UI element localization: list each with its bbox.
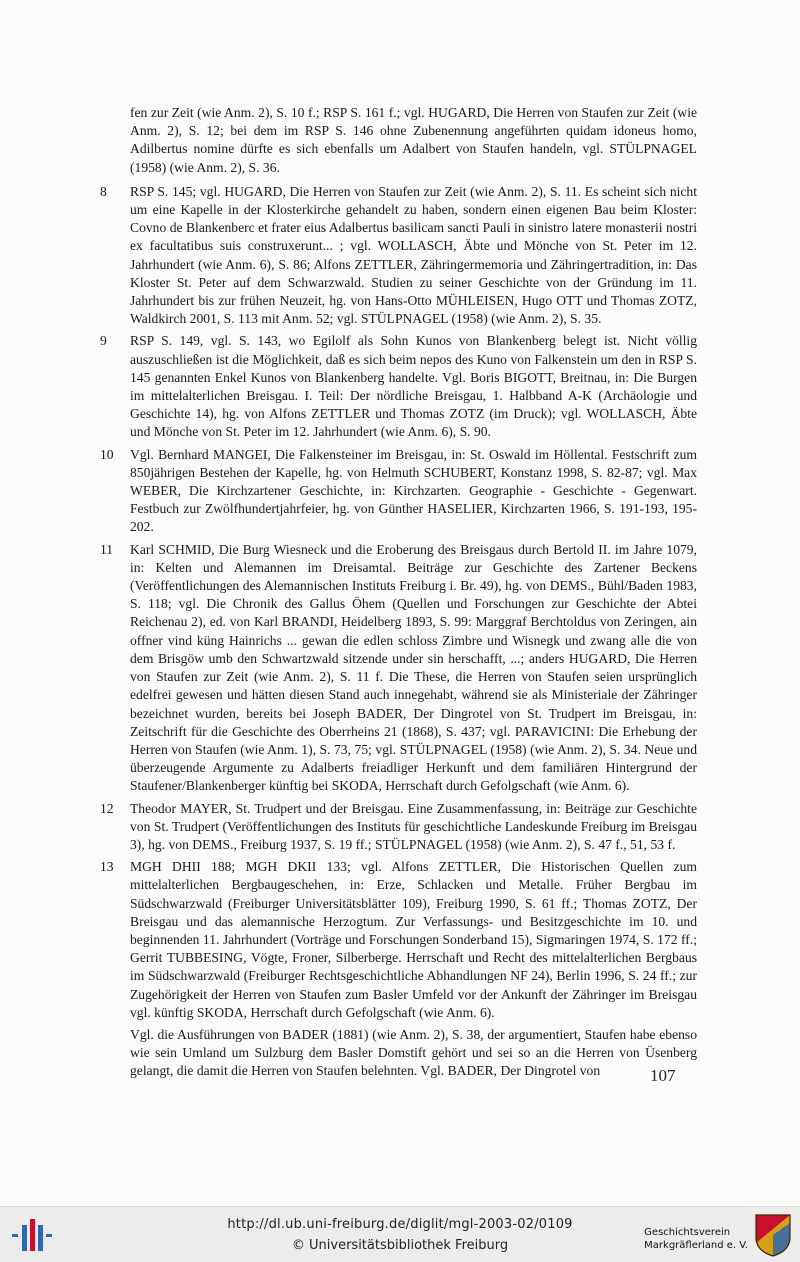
footnote-text: RSP S. 145; vgl. HUGARD, Die Herren von Staufen zur Zeit (wie Anm. 2), S. 11. Es scheint sich nicht um eine Kapelle in der Klosterkirche gehandelt zu haben, sondern einen eigenen Bau beim Kloster: Covno de Blankenberc et frater eius Adalbertus basilicam sancti Pauli in sinistro latere monasterii nostri ex facultatibus suis construxerunt... ; vgl. WOLLASCH, Äbte und Mönche von St. Peter im 12. Jahrhundert (wie Anm. 6), S. 86; Alfons ZETTLER, Zähringermemoria und Zähringertradition, in: Das Kloster St. Peter auf dem Schwarzwald. Studien zu seiner Geschichte von der Gründung im 11. Jahrhundert bis zur frühen Neuzeit, hg. von Hans-Otto MÜHLEISEN, Hugo OTT und Thomas ZOTZ, Waldkirch 2001, S. 113 mit Anm. 52; vgl. STÜLPNAGEL (1958) (wie Anm. 2), S. 35. [130, 183, 697, 327]
footnote-number: 8 [100, 183, 107, 199]
footnote-12 [100, 800, 697, 855]
org-name-line2: Markgräflerland e. V. [644, 1240, 748, 1251]
footer-bar [0, 1206, 800, 1262]
coat-of-arms-icon [754, 1213, 792, 1257]
footnote-13-continuation: Vgl. die Ausführungen von BADER (1881) (wie Anm. 2), S. 38, der argumentiert, Staufen habe ebenso wie sein Umland um Sulzburg dem Basler Domstift gehört und sei so an die Herren von Üsenberg gelangt, die damit die Herren von Staufen belehnten. Vgl. BADER, Der Dingrotel von [130, 1026, 697, 1079]
footnote-text: Karl SCHMID, Die Burg Wiesneck und die Eroberung des Breisgaus durch Bertold II. im Jahre 1079, in: Kelten und Alemannen im Dreisamtal. Beiträge zur Geschichte des Zartener Beckens (Veröffentlichungen des Alemannischen Instituts Freiburg i. Br. 49), hg. von DEMS., Bühl/Baden 1983, S. 118; vgl. Die Chronik des Gallus Öhem (Quellen und Forschungen zur Geschichte der Abtei Reichenau 2), ed. von Karl BRANDI, Heidelberg 1893, S. 99: Marggraf Berchtoldus von Zeringen, ain offner vind küng Hainrichs ... gewan die edlen schloss Zimbre und Wisnegk und zwang alle die von dem Brisgöw umb den Schwartzwald sitzende under sin herschafft, ...; anders HUGARD, Die Herren von Staufen zur Zeit (wie Anm. 2), S. 11 f. Die These, die Herren von Staufen seien ursprünglich edelfrei gewesen und hätten diesen Stand auch innegehabt, während sie als Ministeriale der Zähringer bezeichnet wurden, bereits bei Joseph BADER, Der Dingrotel von St. Trudpert im Breisgau, in: Zeitschrift für die Geschichte des Oberrheins 21 (1868), S. 437; vgl. PARAVICINI: Die Erhebung der Herren von Staufen (wie Anm. 1), S. 73, 75; vgl. STÜLPNAGEL (1958) (wie Anm. 2), S. 34. Neue und überzeugende Argumente zu Adalberts freiadliger Herkunft und dem familiären Hintergrund der Staufener/Blankenberger künftig bei SKODA, Herrschaft durch Gefolgschaft (wie Anm. 6). [130, 541, 697, 794]
footnote-number: 11 [100, 541, 114, 557]
footnote-text: Vgl. Bernhard MANGEI, Die Falkensteiner im Breisgau, in: St. Oswald im Höllental. Festschrift zum 850jährigen Bestehen der Kapelle, hg. von Helmuth SCHUBERT, Konstanz 1998, S. 82-87; vgl. Max WEBER, Die Kirchzartener Geschichte, in: Kirchzarten. Geographie - Geschichte - Gegenwart. Festbuch zur Zwölfhundertjahrfeier, hg. von Günther HASELIER, Kirchzarten 1966, S. 191-193, 195-202. [130, 446, 697, 535]
page-number: 107 [650, 1066, 676, 1085]
footnote-text: RSP S. 149, vgl. S. 143, wo Egilolf als Sohn Kunos von Blankenberg belegt ist. Nicht völlig auszuschließen ist die Möglichkeit, daß es sich beim nepos des Kuno von Falkenstein um den in RSP S. 145 genannten Enkel Kunos von Blankenberg handelte. Vgl. Boris BIGOTT, Breitnau, in: Die Burgen im mittelalterlichen Breisgau. I. Teil: Der nördliche Breisgau, 1. Halbband A-K (Archäologie und Geschichte 14), hg. von Alfons ZETTLER und Thomas ZOTZ (im Druck); vgl. WOLLASCH, Äbte und Mönche von St. Peter im 12. Jahrhundert (wie Anm. 6), S. 90. [130, 333, 697, 440]
footer-copyright: © Universitätsbibliothek Freiburg [291, 1238, 509, 1253]
footnote-9 [100, 332, 697, 441]
footnote-number: 12 [100, 800, 114, 816]
footnote-10 [100, 446, 697, 537]
footnote-13 [100, 858, 697, 1022]
footnote-number: 9 [100, 333, 107, 349]
org-name-line1: Geschichtsverein [644, 1227, 731, 1238]
footer-organization [644, 1226, 748, 1252]
footnote-11 [100, 541, 697, 796]
footnote-text: MGH DHII 188; MGH DKII 133; vgl. Alfons ZETTLER, Die Historischen Quellen zum mittelalterlichen Bergbaugeschehen, in: Erze, Schlacken und Metalle. Früher Bergbau im Südschwarzwald (Freiburger Universitätsblätter 109), Freiburg 1990, S. 61 ff.; Thomas ZOTZ, Der Breisgau und das alemannische Herzogtum. Zur Verfassungs- und Besitzgeschichte im 10. und beginnenden 11. Jahrhundert (Vorträge und Forschungen Sonderband 15), Sigmaringen 1974, S. 172 ff.; Gerrit TUBBESING, Vögte, Froner, Silberberge. Herrschaft und Recht des mittelalterlichen Bergbaus im Südschwarzwald (Freiburger Rechtsgeschichtliche Abhandlungen NF 24), Berlin 1996, S. 24 ff.; zur Zugehörigkeit der Herren von Staufen zum Basler Umfeld vor der Ankunft der Zähringer im Breisgau vgl. künftig SKODA, Herrschaft durch Gefolgschaft (wie Anm. 6). [130, 859, 697, 1020]
footnotes [100, 104, 697, 1081]
footnote-number: 10 [100, 446, 114, 462]
footnote-continuation-top: fen zur Zeit (wie Anm. 2), S. 10 f.; RSP S. 161 f.; vgl. HUGARD, Die Herren von Staufen zur Zeit (wie Anm. 2), S. 12; bei dem im RSP S. 146 ohne Zubenennung angeführten quidam idoneus homo, Adilbertus nomine dürfte es sich ebenfalls um Adalbert von Staufen handeln, vgl. STÜLPNAGEL (1958) (wie Anm. 2), S. 36. [130, 105, 697, 175]
footnote-text: Theodor MAYER, St. Trudpert und der Breisgau. Eine Zusammenfassung, in: Beiträge zur Geschichte von St. Trudpert (Veröffentlichungen des Instituts für geschichtliche Landeskunde Freiburg im Breisgau 3), hg. von DEMS., Freiburg 1937, S. 19 ff.; STÜLPNAGEL (1958) (wie Anm. 2), S. 47 f., 51, 53 f. [130, 800, 697, 852]
footnote-number: 13 [100, 859, 114, 875]
footnote-8 [100, 183, 697, 329]
footer-url-link[interactable]: http://dl.ub.uni-freiburg.de/diglit/mgl-2003-02/0109 [227, 1217, 573, 1232]
